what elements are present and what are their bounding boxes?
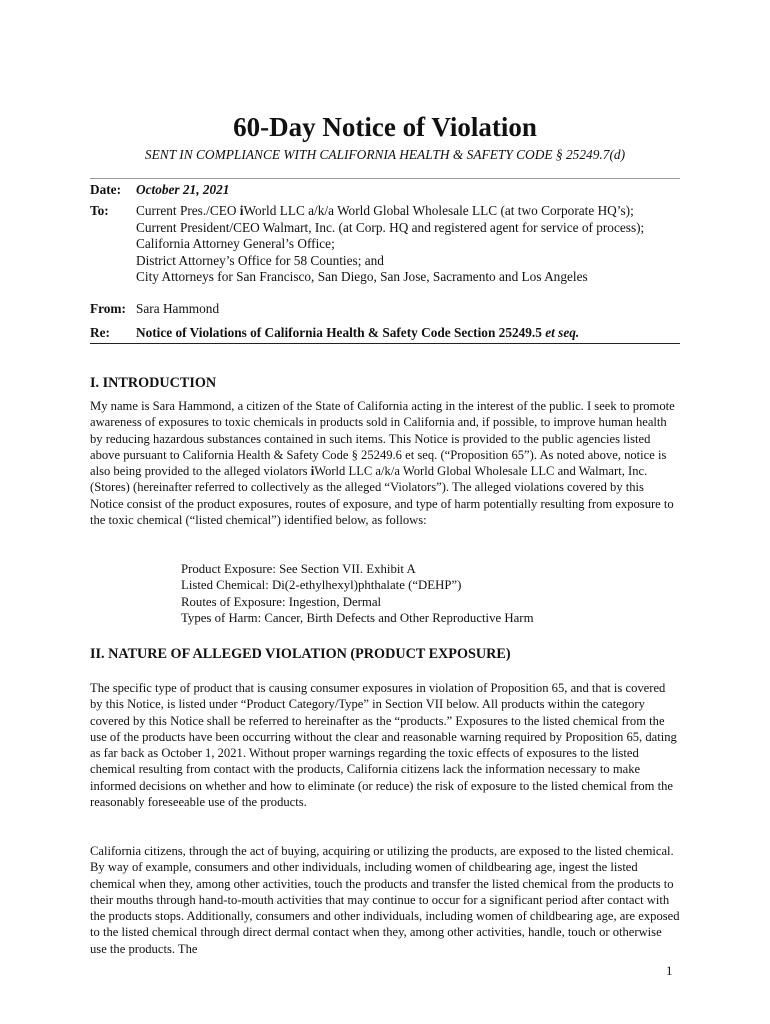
date-value: October 21, 2021 [136,182,230,197]
section-introduction-heading: I. INTRODUCTION [90,375,217,391]
nature-paragraph-1: The specific type of product that is causing consumer exposures in violation of Proposition 65, and that is covered by this Notice, is listed under “Product Category/Type” in Section VII below. All products within the category covered by this Notice shall be referred to hereinafter as the “products.” Exposures to the listed chemical from the use of the products have been occurring without the clear and reasonable warning required by Proposition 65, dating as far back as October 1, 2021. Without proper warnings regarding the toxic effects of exposures to the listed chemical resulting from contact with the products, California citizens lack the information necessary to make informed decisions on whether and how to eliminate (or reduce) the risk of exposure to the listed chemical from the reasonably foreseeable use of the products. [90,681,677,810]
list-item: Product Exposure: See Section VII. Exhibit A [181,562,416,576]
to-line-4: City Attorneys for San Francisco, San Diego, San Jose, Sacramento and Los Angeles [136,269,588,284]
to-label: To: [90,203,109,218]
section-nature-heading: II. NATURE OF ALLEGED VIOLATION (PRODUCT EXPOSURE) [90,646,511,662]
notice-subtitle: SENT IN COMPLIANCE WITH CALIFORNIA HEALTH & SAFETY CODE § 25249.7(d) [144,147,626,162]
list-item: Routes of Exposure: Ingestion, Dermal [181,594,382,609]
nature-paragraph-2: California citizens, through the act of buying, acquiring or utilizing the products, are exposed to the listed chemical. By way of example, consumers and other individuals, including women of childbearing age, ingest the listed chemical when they, among other activities, touch the products and transfer the listed chemical from the products to their mouths through hand-to-mouth activities that may continue to occur for a significant period after contact with the products stops. Additionally, consumers and other individuals, including women of childbearing age, are exposed to the listed chemical through direct dermal contact when they, among other activities, handle, touch or otherwise use the products. The [90,844,680,956]
notice-title: 60-Day Notice of Violation [233,112,537,142]
exposure-details-list [181,561,534,626]
from-value: Sara Hammond [136,301,220,316]
date-label: Date: [90,182,122,197]
re-label: Re: [90,325,110,340]
page-number: 1 [666,963,673,978]
to-line-2: California Attorney General’s Office; [136,236,335,251]
to-line-1: Current President/CEO Walmart, Inc. (at Corp. HQ and registered agent for service of process); [136,219,645,235]
to-line-3: District Attorney’s Office for 58 Counties; and [136,252,384,268]
header-divider [90,178,680,179]
list-item: Listed Chemical: Di(2-ethylhexyl)phthalate (“DEHP”) [181,578,462,593]
list-item: Types of Harm: Cancer, Birth Defects and Other Reproductive Harm [181,610,534,625]
introduction-paragraph: My name is Sara Hammond, a citizen of the State of California acting in the interest of the public. I seek to promote awareness of exposures to toxic chemicals in products sold in California and, if possible, to improve human health by reducing hazardous substances contained in such items. This Notice is provided to the public agencies listed above pursuant to California Health & Safety Code § 25249.6 et seq. (“Proposition 65”). As noted above, notice is also being provided to the alleged violators iWorld LLC a/k/a World Global Wholesale LLC and Walmart, Inc. (Stores) (hereinafter referred to collectively as the alleged “Violators”). The alleged violations covered by this Notice consist of the product exposures, routes of exposure, and type of harm potentially resulting from exposure to the toxic chemical (“listed chemical”) identified below, as follows: [90,399,675,528]
re-value: Notice of Violations of California Health & Safety Code Section 25249.5 et seq. [136,325,580,340]
to-line-0: Current Pres./CEO iWorld LLC a/k/a World Global Wholesale LLC (at two Corporate HQ’s); [136,203,634,218]
re-divider [90,343,680,344]
from-label: From: [90,301,126,316]
to-recipients [136,203,696,286]
